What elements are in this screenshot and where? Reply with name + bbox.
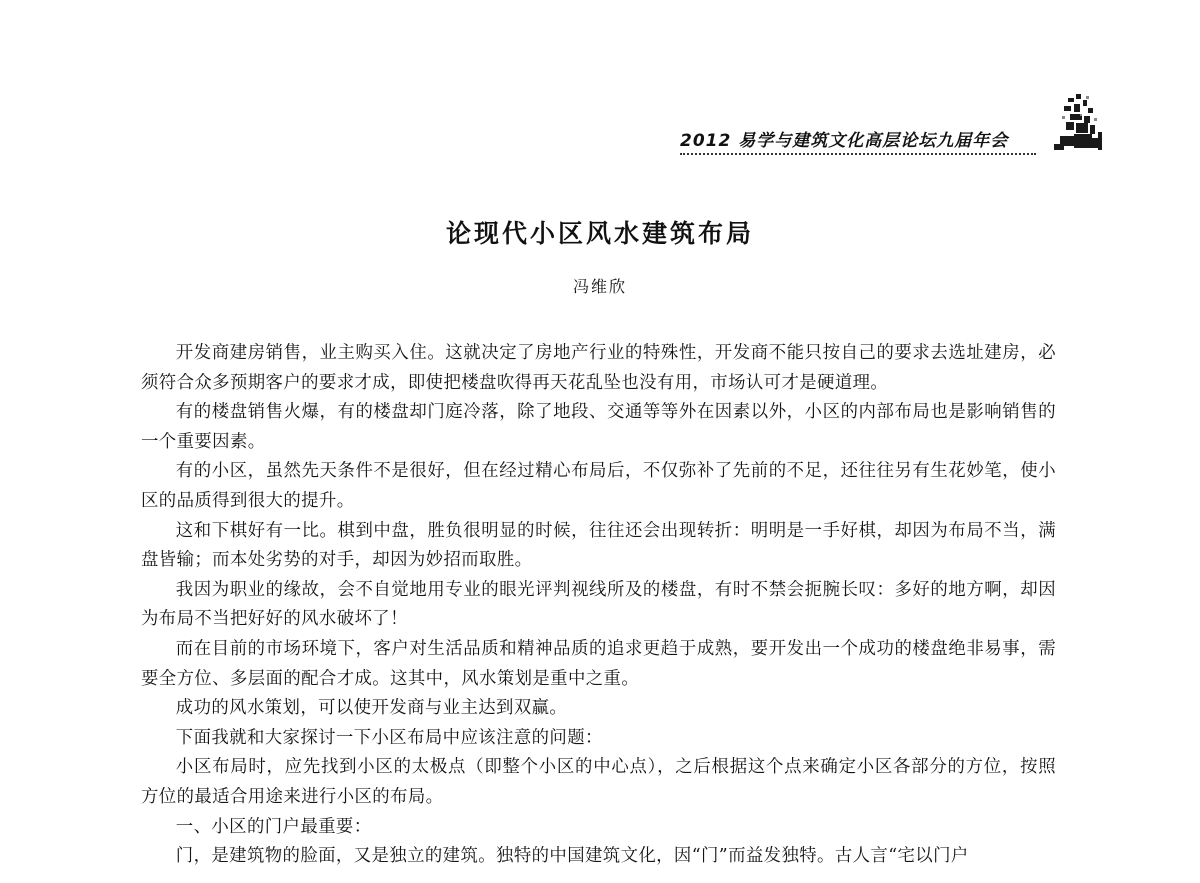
decorative-ornament-icon [1050, 92, 1110, 158]
paragraph: 小区布局时，应先找到小区的太极点（即整个小区的中心点），之后根据这个点来确定小区各部分的方位，按照方位的最适合用途来进行小区的布局。 [141, 757, 1056, 807]
paragraph: 我因为职业的缘故，会不自觉地用专业的眼光评判视线所及的楼盘，有时不禁会扼腕长叹：多好的地方啊，却因为布局不当把好好的风水破坏了！ [141, 579, 1056, 630]
paragraph: 开发商建房销售，业主购买入住。这就决定了房地产行业的特殊性，开发商不能只按自己的要求去选址建房，必须符合众多预期客户的要求才成，即使把楼盘吹得再天花乱坠也没有用，市场认可才是硬道理。 [141, 343, 1056, 393]
article-body [141, 339, 1056, 872]
paragraph: 下面我就和大家探讨一下小区布局中应该注意的问题： [175, 727, 603, 748]
paragraph: 有的楼盘销售火爆，有的楼盘却门庭冷落，除了地段、交通等等外在因素以外，小区的内部布局也是影响销售的一个重要因素。 [141, 402, 1056, 452]
paragraph: 成功的风水策划，可以使开发商与业主达到双赢。 [175, 698, 568, 719]
running-header [680, 126, 1050, 152]
section-heading: 一、小区的门户最重要： [175, 816, 372, 837]
paragraph: 这和下棋好有一比。棋到中盘，胜负很明显的时候，往往还会出现转折：明明是一手好棋，却因为布局不当，满盘皆输；而本处劣势的对手，却因为妙招而取胜。 [141, 520, 1056, 571]
paragraph: 有的小区，虽然先天条件不是很好，但在经过精心布局后，不仅弥补了先前的不足，还往往另有生花妙笔，使小区的品质得到很大的提升。 [141, 461, 1056, 511]
article-author: 冯维欣 [572, 277, 627, 296]
article-title: 论现代小区风水建筑布局 [445, 219, 754, 248]
paragraph: 门，是建筑物的脸面，又是独立的建筑。独特的中国建筑文化，因“门”而益发独特。古人言“宅以门户 [175, 846, 969, 867]
header-divider [680, 153, 1036, 155]
running-header-title: 2012 易学与建筑文化高层论坛九届年会 [680, 131, 1009, 151]
paragraph: 而在目前的市场环境下，客户对生活品质和精神品质的追求更趋于成熟，要开发出一个成功的楼盘绝非易事，需要全方位、多层面的配合才成。这其中，风水策划是重中之重。 [141, 638, 1056, 689]
